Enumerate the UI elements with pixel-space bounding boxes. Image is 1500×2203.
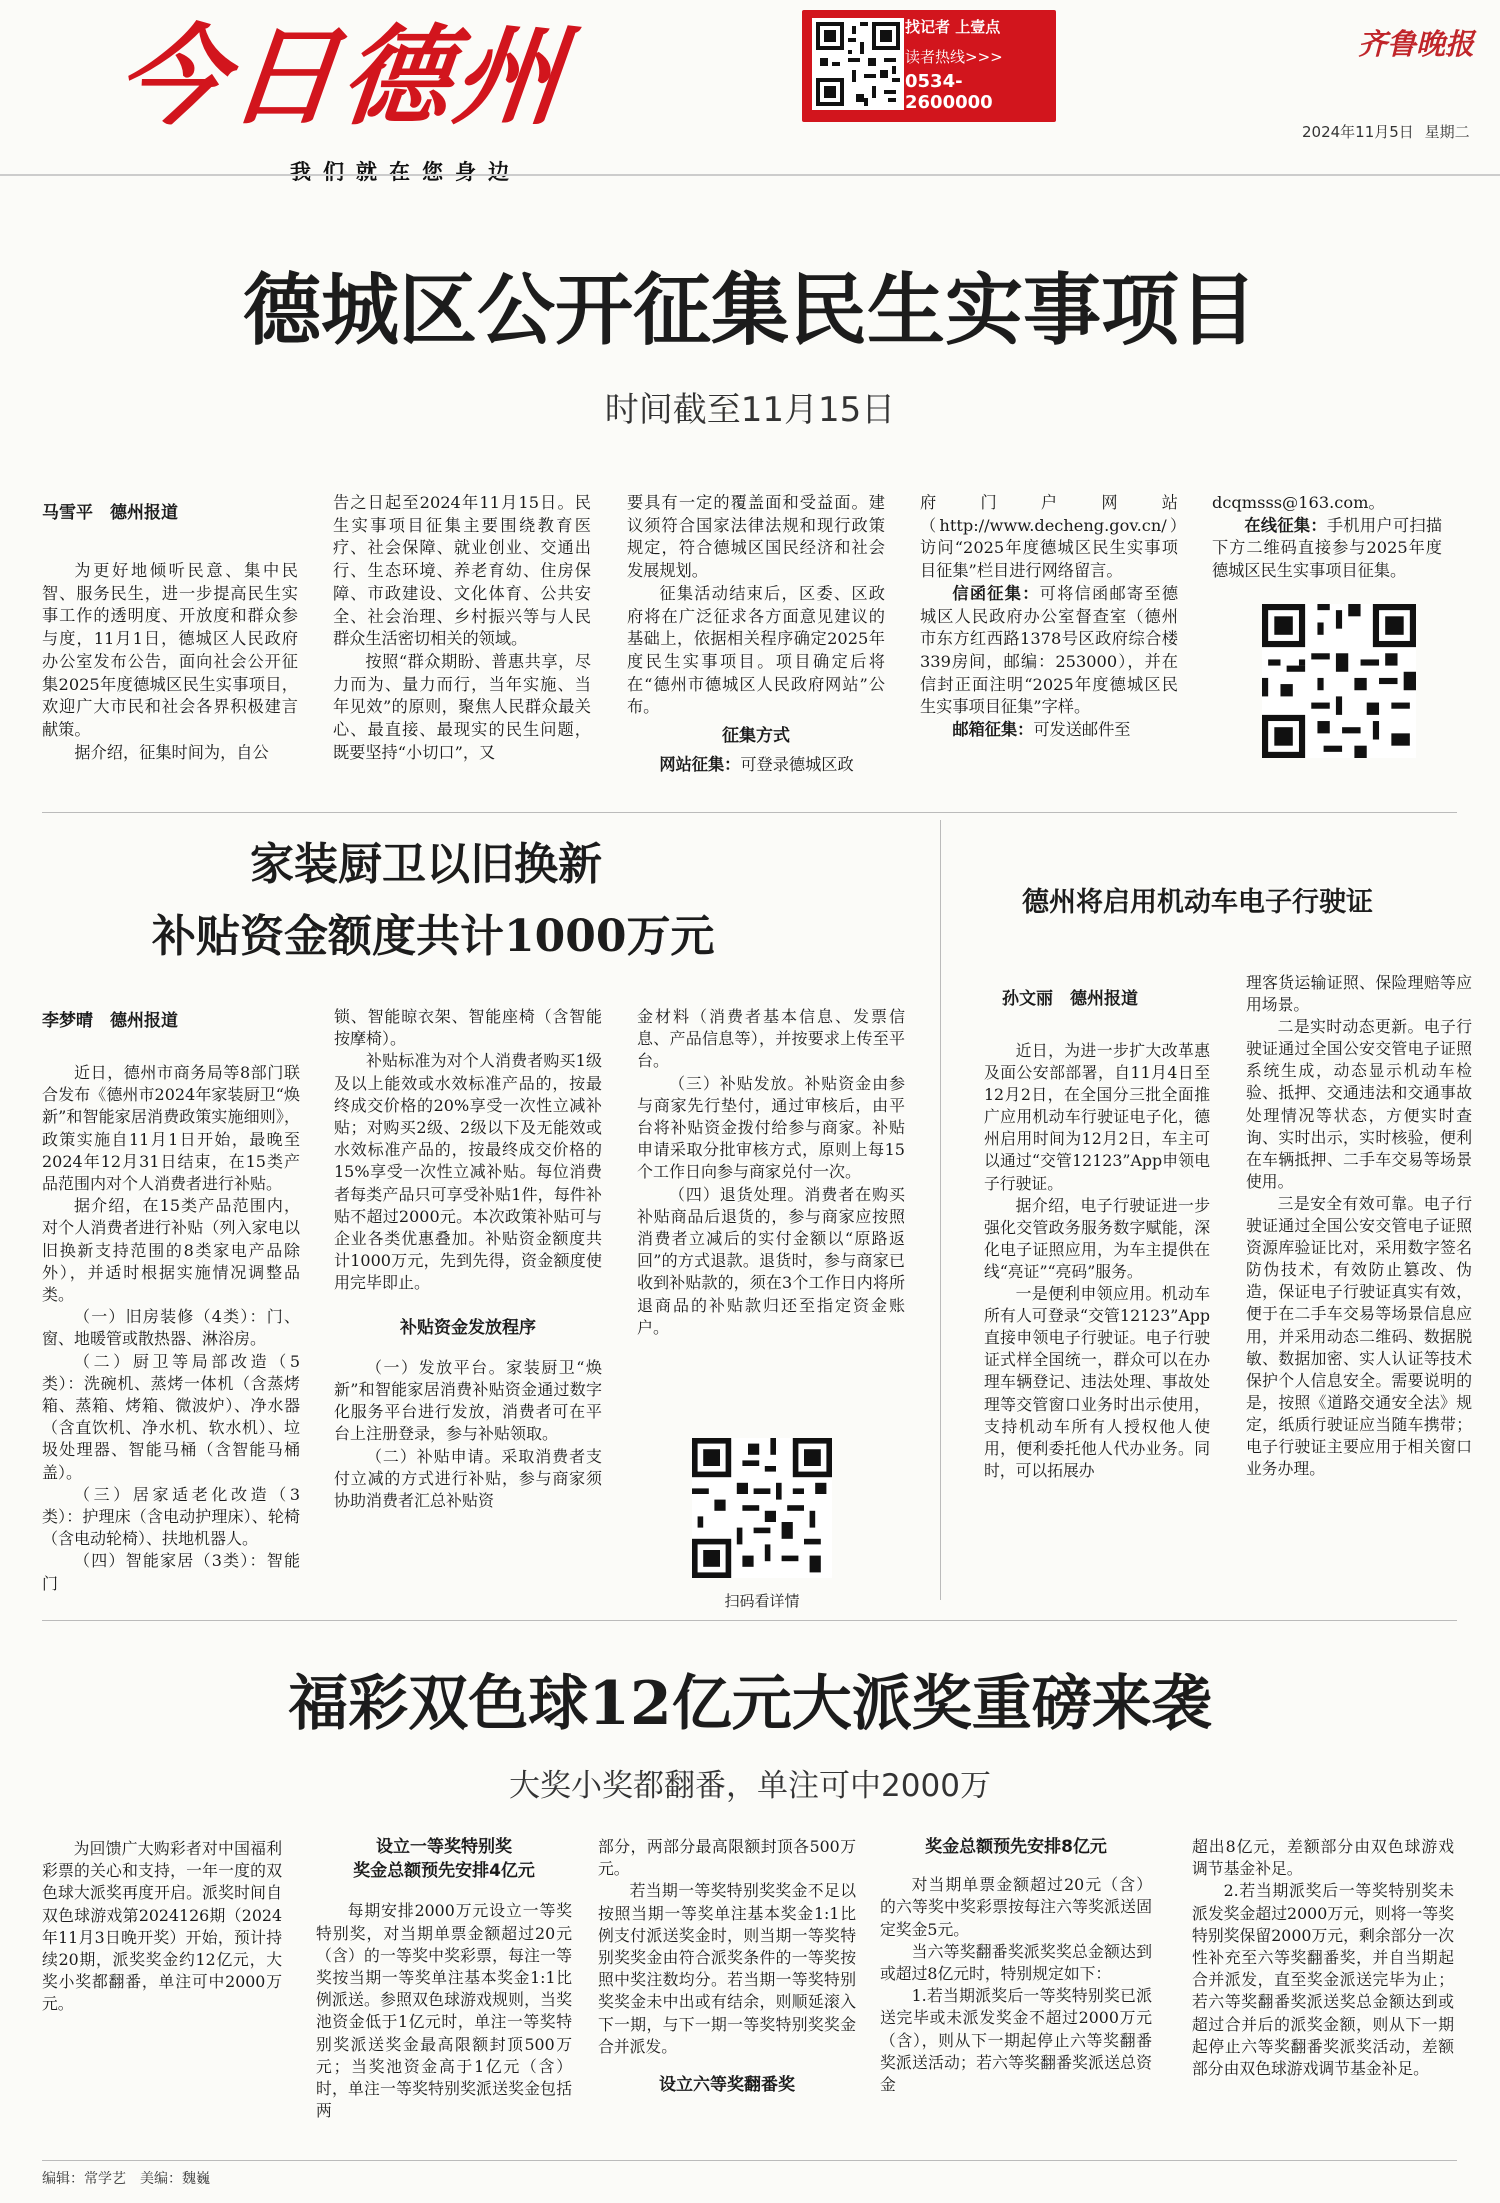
paragraph: 府门户网站（http://www.decheng.gov.cn/）访问“2025年度德城区民生实事项目征集”栏目进行网络留言。 [920,493,1178,581]
sixth-prize-subhead: 设立六等奖翻番奖 [659,2075,795,2096]
paragraph: （二）补贴申请。采取消费者支付立减的方式进行补贴，参与商家须协助消费者汇总补贴资 [334,1446,602,1511]
paragraph: 部分，两部分最高限额封顶各500万元。 [598,1837,856,1879]
paragraph: 三是安全有效可靠。电子行驶证通过全国公安交管电子证照资源库验证比对，采用数字签名防伪技术，有效防止篡改、伪造，保证电子行驶证真实有效，便于在二手车交易等场景信息应用，并采用动态二维码、数据脱敏、数据加密、实人认证等技术保护个人信息安全。需要说明的是，按照《道路交通安全法》规定，纸质行驶证应当随车携带；电子行驶证主要应用于相关窗口业务办理。 [1246,1193,1472,1479]
text: 手机用户可扫描下方二维码直接参与2025年度德城区民生实事项目征集。 [1212,515,1443,581]
sixth-prize-total-subhead: 奖金总额预先安排8亿元 [925,1837,1107,1857]
qr-code-icon [812,18,904,110]
qr-caption: 扫码看详情 [724,1592,800,1610]
paragraph: （一）发放平台。家装厨卫“焕新”和智能家居消费补贴资金通过数字化服务平台进行发放，消费者可在平台上注册登录，参与补贴领取。 [334,1357,602,1444]
masthead-logo [111,15,598,164]
article2-headline-line2: 补贴资金额度共计1000万元 [152,911,715,962]
article3-byline: 孙文丽 德州报道 [1002,989,1138,1009]
article4-col3 [598,1836,856,2096]
paper-name: 齐鲁晚报 [1358,27,1475,61]
paragraph: 金材料（消费者基本信息、发票信息、产品信息等），并按要求上传至平台。 [637,1007,905,1071]
paragraph: （三）补贴发放。补贴资金由参与商家先行垫付，通过审核后，由平台将补贴资金拨付给参与商家。补贴申请采取分批审核方式，原则上每15个工作日向参与商家兑付一次。 [637,1073,905,1182]
paragraph: 对当期单票金额超过20元（含）的六等奖中奖彩票按每注六等奖派送固定奖金5元。 [880,1875,1152,1939]
article1-col3 [627,492,885,776]
paragraph: 据介绍，在15类产品范围内，对个人消费者进行补贴（列入家电以旧换新支持范围的8类家电产品除外），并适时根据实施情况调整品类。 [42,1196,300,1305]
date-text: 2024年11月5日 [1302,123,1414,141]
paragraph: （四）智能家居（3类）：智能门 [42,1551,300,1593]
paragraph: 超出8亿元，差额部分由双色球游戏调节基金补足。 [1192,1837,1454,1879]
paragraph: 近日，德州市商务局等8部门联合发布《德州市2024年家装厨卫“焕新”和智能家居消费政策实施细则》，政策实施自11月1日开始，最晚至2024年12月31日结束，在15类产品范围内对个人消费者进行补贴。 [42,1063,300,1194]
label: 信函征集： [952,583,1040,603]
paragraph: 据介绍，征集时间为，自公 [74,742,269,762]
article2-col2 [334,1006,602,1512]
masthead-logo-text: 今日德州 [111,15,573,140]
article4-col1 [42,1838,282,2016]
paragraph: 征集活动结束后，区委、区政府将在广泛征求各方面意见建议的基础上，依据相关程序确定2025年度民生实事项目。项目确定后将在“德州市德城区人民政府网站”公布。 [627,583,885,717]
text: 可将信函邮寄至德城区人民政府办公室督查室（德州市东方红西路1378号区政府综合楼339房间，邮编：253000），并在信封正面注明“2025年度德城区民生实事项目征集”字样。 [920,583,1179,717]
paragraph: 每期安排2000万元设立一等奖特别奖，对当期单票金额超过20元（含）的一等奖中奖彩票，每注一等奖按当期一等奖单注基本奖金1:1比例派送。参照双色球游戏规则，当奖池资金低于1亿元时，单注一等奖特别奖派送奖金最高限额封顶500万元；当奖池资金高于1亿元（含）时，单注一等奖特别奖派送奖金包括两 [316,1901,572,2121]
article3-col1 [984,1040,1210,1482]
paragraph: 锁、智能晾衣架、智能座椅（含智能按摩椅）。 [334,1007,602,1049]
paragraph: 一是便利申领应用。机动车所有人可登录“交管12123”App直接申领电子行驶证。电子行驶证式样全国统一，群众可以在办理车辆登记、违法处理、事故处理等交管窗口业务时出示使用，支持机动车所有人授权他人使用，便利委托他人代办业务。同时，可以拓展办 [984,1284,1210,1480]
paragraph: 为更好地倾听民意、集中民智、服务民生，进一步提高民生实事工作的透明度、开放度和群众参与度，11月1日，德城区人民政府办公室发布公告，面向社会公开征集2025年度德城区民生实事项目，欢迎广大市民和社会各界积极建言献策。 [42,561,298,739]
paragraph: 告之日起至2024年11月15日。民生实事项目征集主要围绕教育医疗、社会保障、就业创业、交通出行、生态环境、养老育幼、住房保障、市政建设、文化体育、公共安全、社会治理、乡村振兴等与人民群众生活密切相关的领域。 [333,493,591,649]
hotline-label: 读者热线>>> [905,48,1003,66]
article1-col2 [333,492,591,764]
paragraph: 理客货运输证照、保险理赔等应用场景。 [1246,973,1472,1015]
article4-col5 [1192,1836,1454,2080]
article4-col2 [316,1836,572,2122]
article2-byline: 李梦晴 德州报道 [42,1011,178,1031]
article4-subhead: 大奖小奖都翻番，单注可中2000万 [509,1768,991,1804]
article1-col4 [920,492,1178,742]
paragraph: 要具有一定的覆盖面和受益面。建议须符合国家法律法规和现行政策规定，符合德城区国民经济和社会发展规划。 [627,493,885,581]
article3-headline: 德州将启用机动车电子行驶证 [1022,887,1373,918]
article2-col1 [42,1062,300,1595]
article2-headline-line1: 家装厨卫以旧换新 [250,839,602,890]
masthead-divider [0,174,1500,176]
paragraph: （三）居家适老化改造（3类）：护理床（含电动护理床）、轮椅（含电动轮椅）、扶地机器人。 [42,1484,300,1549]
article1-byline: 马雪平 德州报道 [42,503,178,523]
footer-divider [42,2160,1457,2161]
text: 可登录德城区政 [740,754,854,774]
article2-col3 [637,1006,905,1339]
reporter-qr-code[interactable] [812,18,904,110]
qr-code-icon [692,1438,832,1578]
label: 邮箱征集： [952,720,1034,740]
paragraph: 二是实时动态更新。电子行驶证通过全国公安交管电子证照系统生成，动态显示机动车检验、抵押、交通违法和交通事故处理情况等状态，方便实时查询、实时出示，实时核验，便利在车辆抵押、二手车交易等场景使用。 [1246,1017,1472,1191]
paragraph: （四）退货处理。消费者在购买补贴商品后退货的，参与商家应按照消费者立减后的实付金额以“原路返回”的方式退款。退货时，参与商家已收到补贴款的，须在3个工作日内将所退商品的补贴款归还至指定资金账户。 [637,1184,905,1337]
subsidy-procedure-subhead: 补贴资金发放程序 [400,1317,536,1338]
qr-code-icon [1262,604,1416,758]
paragraph: 为回馈广大购彩者对中国福利彩票的关心和支持，一年一度的双色球大派奖再度开启。派奖时间自双色球游戏第2024126期（2024年11月3日晚开奖）开始，预计持续20期，派奖奖金约12亿元，大奖小奖都翻番，单注可中2000万元。 [42,1839,282,2014]
paragraph: 近日，为进一步扩大改革惠及面公安部部署，自11月4日至12月2日，在全国分三批全面推广应用机动车行驶证电子化，德州启用时间为12月2日，车主可以通过“交管12123”App申领电子行驶证。 [984,1041,1210,1193]
text: 可发送邮件至 [1033,720,1131,740]
paragraph: 若当期一等奖特别奖奖金不足以按照当期一等奖单注基本奖金1:1比例支付派送奖金时，则当期一等奖特别奖奖金由符合派奖条件的一等奖按照中奖注数均分。若当期一等奖特别奖奖金未中出或有结余，则顺延滚入下一期，与下一期一等奖特别奖奖金合并派发。 [598,1881,856,2056]
editor-credit: 编辑：常学艺 美编：魏巍 [42,2171,210,2187]
section-divider [42,812,1457,813]
paragraph: 2.若当期派奖后一等奖特别奖未派发奖金超过2000万元，则将一等奖特别奖保留2000万元，剩余部分一次性补充至六等奖翻番奖，并自当期起合并派发，直至奖金派送完毕为止；若六等奖翻番奖派送奖总金额达到或超过合并后的派奖金额，则从下一期起停止六等奖翻番奖派奖活动，差额部分由双色球游戏调节基金补足。 [1192,1881,1454,2079]
email-address: dcqmsss@163.com。 [1212,493,1385,512]
label: 网站征集： [659,754,741,774]
reporter-line: 找记者 上壹点 [905,18,1001,36]
paragraph: 补贴标准为对个人消费者购买1级及以上能效或水效标准产品的，按最终成交价格的20%享受一次性立减补贴；对购买2级、2级以下及无能效或水效标准产品的，按最终成交价格的15%享受一次性立减补贴。每位消费者每类产品只可享受补贴1件，每件补贴不超过2000元。本次政策补贴可与企业各类优惠叠加。补贴资金额度共计1000万元，先到先得，资金额度使用完毕即止。 [334,1051,602,1293]
paragraph: 1.若当期派奖后一等奖特别奖已派送完毕或未派发奖金不超过2000万元（含），则从下一期起停止六等奖翻番奖派送活动；若六等奖翻番奖派送总资金 [880,1986,1152,2095]
column-divider [940,820,941,1600]
paragraph: （二）厨卫等局部改造（5类）：洗碗机、蒸烤一体机（含蒸烤箱、蒸箱、烤箱、微波炉）、净水器（含直饮机、净水机、软水机）、垃圾处理器、智能马桶（含智能马桶盖）。 [42,1351,300,1482]
article1-headline: 德城区公开征集民生实事项目 [242,265,1257,356]
article4-col4 [880,1836,1152,2096]
label: 在线征集： [1244,515,1327,535]
special-prize-subhead-line1: 设立一等奖特别奖 [376,1837,512,1857]
article2-qr-code[interactable] [692,1438,832,1578]
paragraph: 按照“群众期盼、普惠共享，尽力而为、量力而行，当年实施、当年见效”的原则，聚焦人民群众最关心、最直接、最现实的民生问题，既要坚持“小切口”，又 [333,651,591,762]
article3-col2 [1246,972,1472,1480]
issue-date [1302,121,1470,142]
weekday-text: 星期二 [1424,123,1470,141]
paragraph: 当六等奖翻番奖派奖奖总金额达到或超过8亿元时，特别规定如下： [880,1941,1152,1984]
article1-col5 [1212,492,1442,583]
article4-headline: 福彩双色球12亿元大派奖重磅来袭 [288,1669,1212,1739]
article1-qr-code[interactable] [1262,604,1416,758]
collection-methods-subhead: 征集方式 [722,726,790,747]
article1-col1 [42,560,298,764]
paragraph: 据介绍，电子行驶证进一步强化交管政务服务数字赋能，深化电子证照应用，为车主提供在线“亮证”“亮码”服务。 [984,1195,1210,1281]
special-prize-subhead-line2: 奖金总额预先安排4亿元 [353,1861,535,1882]
article1-subhead: 时间截至11月15日 [604,390,896,430]
paragraph: （一）旧房装修（4类）：门、窗、地暖管或散热器、淋浴房。 [42,1307,300,1349]
section-divider [42,1620,1457,1621]
hotline-number: 0534-2600000 [905,71,993,113]
masthead-slogan: 我们就在您身边 [290,160,521,184]
